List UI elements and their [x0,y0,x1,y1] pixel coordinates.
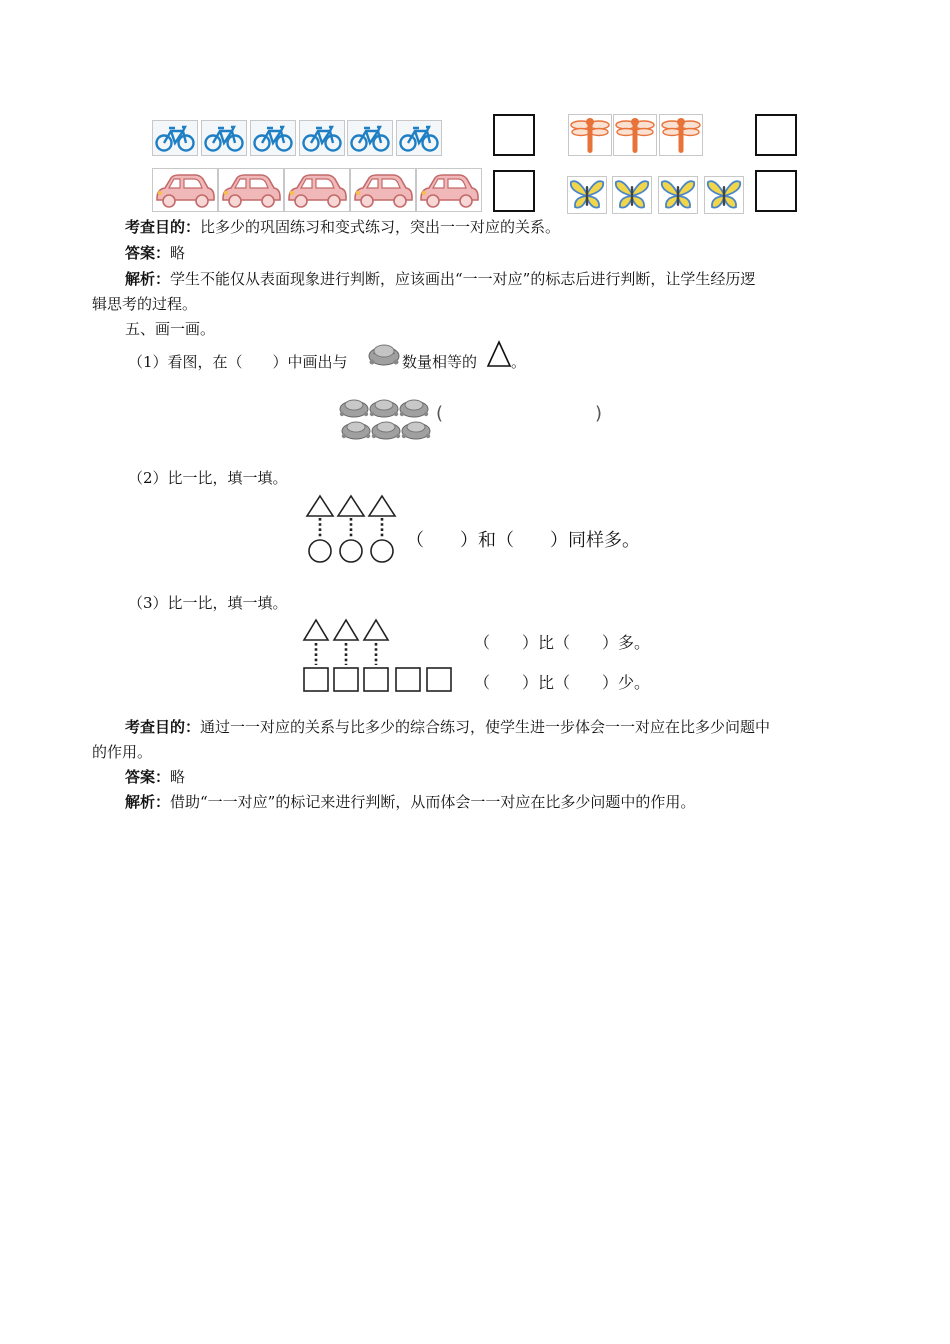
circle-icon [309,540,331,562]
bicycle-icon [299,120,345,156]
q1-paren-close: ) [595,403,603,424]
square-icon [427,668,451,691]
purpose-line-2 [125,716,770,738]
answer-line-2 [125,766,185,788]
square-icon [364,668,388,691]
q2-sentence: （ ）和（ ）同样多。 [406,530,640,551]
turtle-icon [367,340,401,372]
dragonfly-icon [659,114,703,156]
turtle-icon [340,400,368,417]
answer-box-butterflies[interactable] [755,170,797,212]
car-icon [350,168,416,212]
q1-middle: 数量相等的 [402,353,478,371]
q3-figure [300,618,458,700]
bicycle-icon [396,120,442,156]
car-icon [416,168,482,212]
answer-label-2: 答案： [125,768,171,786]
q2-title: （2）比一比，填一填。 [128,469,288,487]
purpose-line [125,216,560,238]
answer-box-cars[interactable] [493,170,535,212]
turtle-group [338,396,434,448]
circle-icon [371,540,393,562]
car-icon [218,168,284,212]
bicycle-icon [152,120,198,156]
q1-prefix: （1）看图，在（ ）中画出与 [128,353,348,371]
section-title: 五、画一画。 [125,320,216,338]
car-icon [152,168,218,212]
q1-end: 。 [511,353,527,371]
triangle-icon [369,496,395,516]
triangle-icon [334,620,358,640]
analysis-text-2: 借助“一一对应”的标记来进行判断，从而体会一一对应在比多少问题中的作用。 [170,793,696,811]
analysis-line-1 [125,268,755,290]
bicycle-icon [201,120,247,156]
butterfly-icon [658,176,698,214]
q1-paren-open: ( [436,403,444,424]
bicycle-icon [347,120,393,156]
triangle-icon [486,340,512,372]
q1-draw-area[interactable] [448,398,588,432]
square-icon [304,668,328,691]
car-icon [284,168,350,212]
butterfly-icon [704,176,744,214]
analysis-text: 学生不能仅从表面现象进行判断，应该画出“一一对应”的标志后进行判断，让学生经历逻 [170,270,756,288]
analysis-line-2: 辑思考的过程。 [92,295,198,313]
analysis-label: 解析： [125,270,171,288]
q3-line-1: （ ）比（ ）多。 [474,633,651,652]
square-icon [334,668,358,691]
purpose-label-2: 考查目的： [125,718,201,736]
purpose-line-2b: 的作用。 [92,743,153,761]
answer-label: 答案： [125,244,171,262]
butterfly-icon [567,176,607,214]
circle-icon [340,540,362,562]
purpose-text: 比多少的巩固练习和变式练习，突出一一对应的关系。 [200,218,561,236]
triangle-icon [304,620,328,640]
q3-line-2: （ ）比（ ）少。 [474,673,651,692]
answer-text-2: 略 [170,768,186,786]
triangle-icon [364,620,388,640]
triangle-icon [307,496,333,516]
dragonfly-icon [568,114,612,156]
triangle-icon [338,496,364,516]
purpose-text-2: 通过一一对应的关系与比多少的综合练习，使学生进一步体会一一对应在比多少问题中 [200,718,771,736]
answer-box-dragonflies[interactable] [755,114,797,156]
purpose-label: 考查目的： [125,218,201,236]
bicycle-icon [250,120,296,156]
dragonfly-icon [613,114,657,156]
square-icon [396,668,420,691]
answer-box-bicycles[interactable] [493,114,535,156]
answer-line [125,242,185,264]
answer-text: 略 [170,244,186,262]
q2-figure [304,494,400,570]
q3-title: （3）比一比，填一填。 [128,594,288,612]
analysis-label-2: 解析： [125,793,171,811]
butterfly-icon [612,176,652,214]
analysis-line-3 [125,791,695,813]
